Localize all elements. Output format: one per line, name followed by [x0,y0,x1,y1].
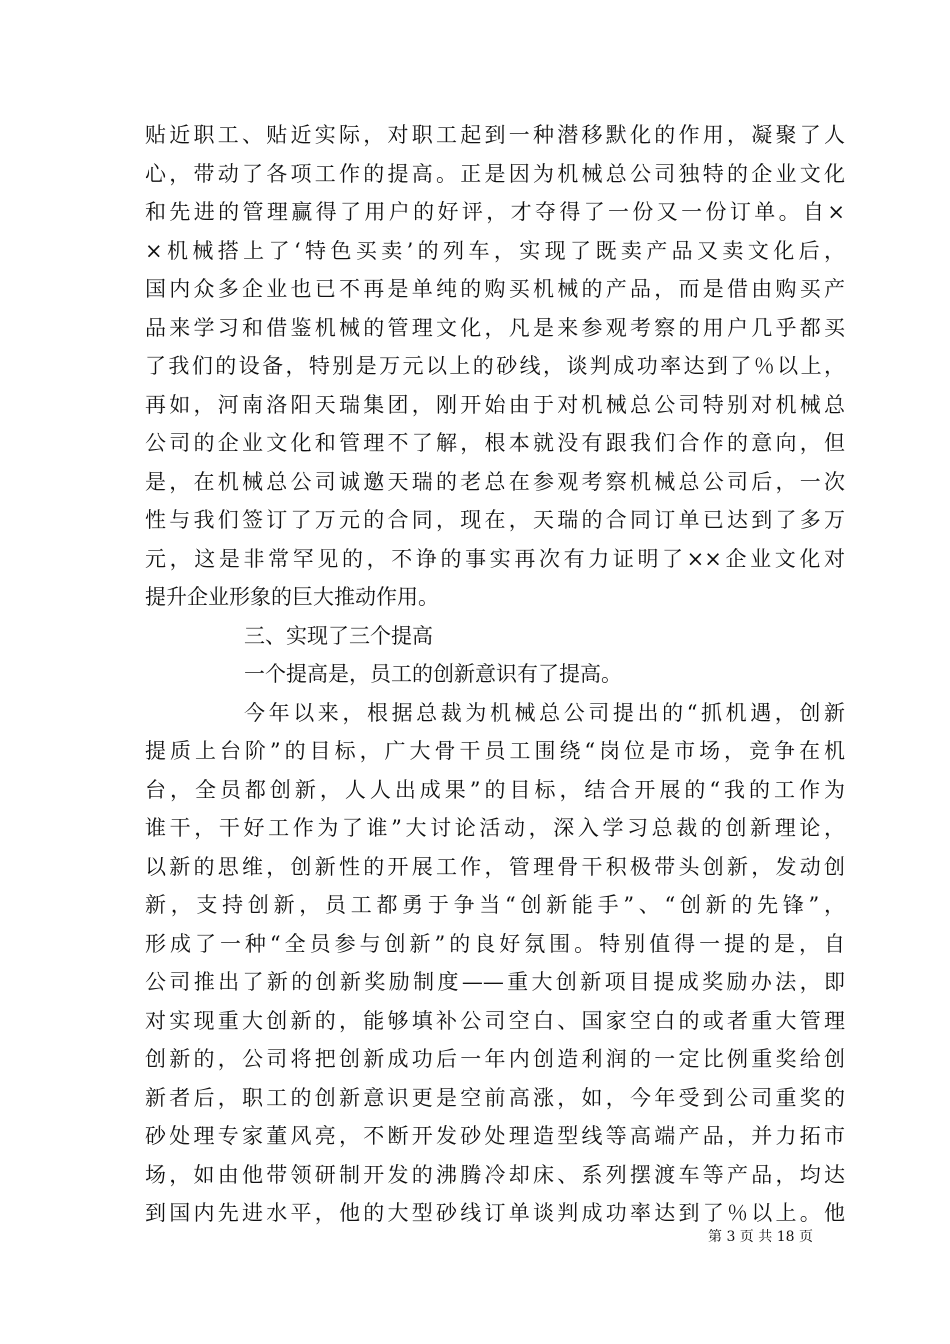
text-line: 贴近职工、贴近实际，对职工起到一种潜移默化的作用，凝聚了人 [145,123,845,147]
text-line: 新者后，职工的创新意识更是空前高涨，如，今年受到公司重奖的 [145,1085,845,1110]
text-line: 今年以来，根据总裁为机械总公司提出的“抓机遇，创新 [244,700,845,725]
text-line: 是，在机械总公司诚邀天瑞的老总在参观考察机械总公司后，一次 [145,469,845,494]
text-line: 品来学习和借鉴机械的管理文化，凡是来参观考察的用户几乎都买 [145,315,845,340]
subsection-heading: 一个提高是，员工的创新意识有了提高。 [244,662,622,686]
text-line: 场，如由他带领研制开发的沸腾冷却床、系列摆渡车等产品，均达 [145,1162,845,1187]
text-line: 到国内先进水平，他的大型砂线订单谈判成功率达到了％以上。他 [145,1201,845,1225]
section-heading: 三、实现了三个提高 [244,623,433,648]
text-line: 提升企业形象的巨大推动作用。 [145,585,439,609]
text-line: 国内众多企业也已不再是单纯的购买机械的产品，而是借由购买产 [145,277,845,301]
text-line: 以新的思维，创新性的开展工作，管理骨干积极带头创新，发动创 [145,854,845,879]
text-line: 性与我们签订了万元的合同，现在，天瑞的合同订单已达到了多万 [145,508,845,532]
text-line: 心，带动了各项工作的提高。正是因为机械总公司独特的企业文化 [145,161,845,186]
text-line: 对实现重大创新的，能够填补公司空白、国家空白的或者重大管理 [145,1008,845,1033]
text-line: 和先进的管理赢得了用户的好评，才夺得了一份又一份订单。自× [145,200,845,224]
text-line: 了我们的设备，特别是万元以上的砂线，谈判成功率达到了％以上， [145,354,845,378]
text-line: 创新的，公司将把创新成功后一年内创造利润的一定比例重奖给创 [145,1047,845,1071]
text-line: 提质上台阶”的目标，广大骨干员工围绕“岗位是市场，竞争在机 [145,739,845,763]
page-number: 第 3 页 共 18 页 [708,1229,813,1245]
body-text [145,116,845,1233]
text-line: 元，这是非常罕见的，不诤的事实再次有力证明了××企业文化对 [145,546,845,571]
text-line: 再如，河南洛阳天瑞集团，刚开始由于对机械总公司特别对机械总 [145,392,845,417]
text-line: 公司推出了新的创新奖励制度——重大创新项目提成奖励办法，即 [145,970,845,994]
text-line: 形成了一种“全员参与创新”的良好氛围。特别值得一提的是，自 [145,931,845,956]
text-line: 谁干，干好工作为了谁”大讨论活动，深入学习总裁的创新理论， [145,816,845,840]
text-line: 台，全员都创新，人人出成果”的目标，结合开展的“我的工作为 [145,777,845,802]
text-line: 砂处理专家董风亮，不断开发砂处理造型线等高端产品，并力拓市 [145,1124,845,1148]
text-line: ×机械搭上了‘特色买卖’的列车，实现了既卖产品又卖文化后， [145,238,845,263]
text-line: 新，支持创新，员工都勇于争当“创新能手”、“创新的先锋”， [145,893,845,917]
text-line: 公司的企业文化和管理不了解，根本就没有跟我们合作的意向，但 [145,431,845,455]
